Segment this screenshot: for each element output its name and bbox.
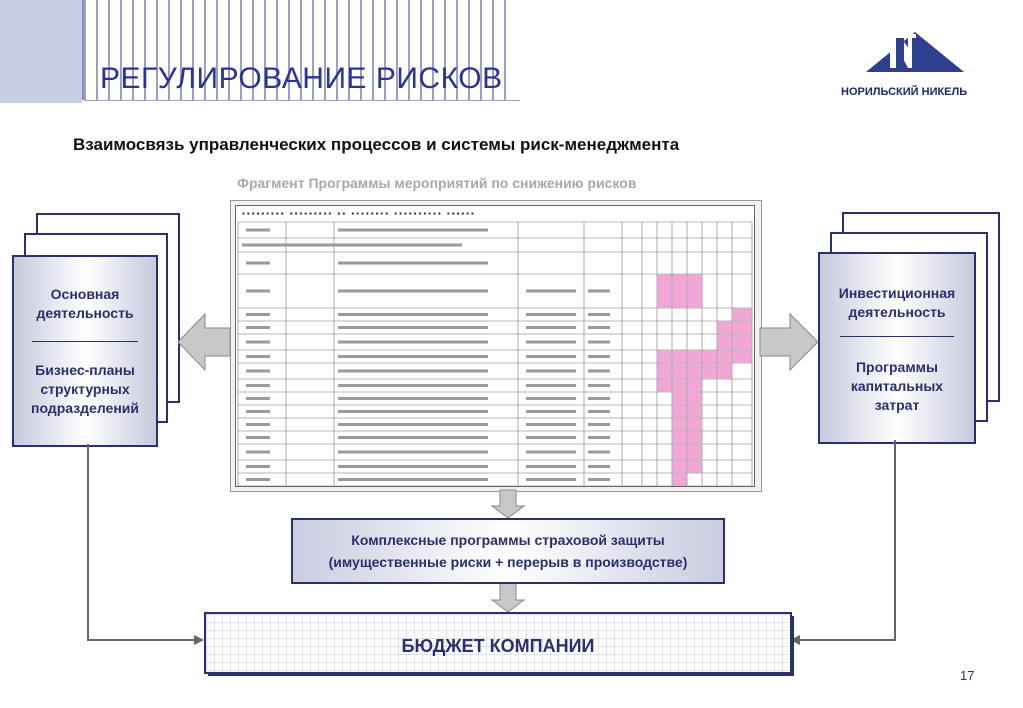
right-connector-line — [796, 440, 895, 640]
left-double-arrow-left-head — [178, 314, 230, 370]
left-connector-arrowhead — [194, 635, 204, 645]
down-arrow-to-budget — [492, 582, 524, 612]
right-doc-line1: Инвестиционная — [838, 285, 956, 301]
insurance-line2: (имущественные риски + перерыв в производстве) — [328, 554, 688, 570]
left-doc-line2: деятельность — [36, 305, 134, 321]
left-doc-line1: Основная — [50, 286, 120, 302]
right-doc-line3: Программы — [855, 359, 938, 375]
down-arrow-to-insurance — [492, 490, 524, 518]
right-doc-line2: деятельность — [848, 304, 946, 320]
slide-subtitle: Взаимосвязь управленческих процессов и системы риск-менеджмента — [73, 135, 680, 154]
company-logo-text: НОРИЛЬСКИЙ НИКЕЛЬ — [841, 86, 968, 98]
page-title: РЕГУЛИРОВАНИЕ РИСКОВ — [100, 62, 503, 95]
insurance-programs-box — [291, 518, 725, 584]
left-doc-line4: структурных — [40, 381, 130, 397]
company-budget-box — [204, 612, 792, 674]
left-doc-line5: подразделений — [30, 400, 139, 416]
right-double-arrow-right-head — [760, 314, 818, 370]
page-number: 17 — [960, 668, 975, 683]
left-connector-line — [88, 444, 198, 640]
right-doc-line4: капитальных — [850, 378, 944, 394]
fragment-caption: Фрагмент Программы мероприятий по снижению рисков — [237, 175, 637, 191]
program-table-title: ▪▪▪▪▪▪▪▪▪ ▪▪▪▪▪▪▪▪▪ ▪▪ ▪▪▪▪▪▪▪▪ ▪▪▪▪▪▪▪▪▪▪ ▪▪▪▪▪▪ — [242, 209, 476, 218]
left-doc-line3: Бизнес-планы — [35, 362, 135, 378]
budget-label: БЮДЖЕТ КОМПАНИИ — [401, 636, 595, 656]
right-doc-line5: затрат — [874, 397, 920, 413]
insurance-line1: Комплексные программы страховой защиты — [351, 532, 665, 548]
